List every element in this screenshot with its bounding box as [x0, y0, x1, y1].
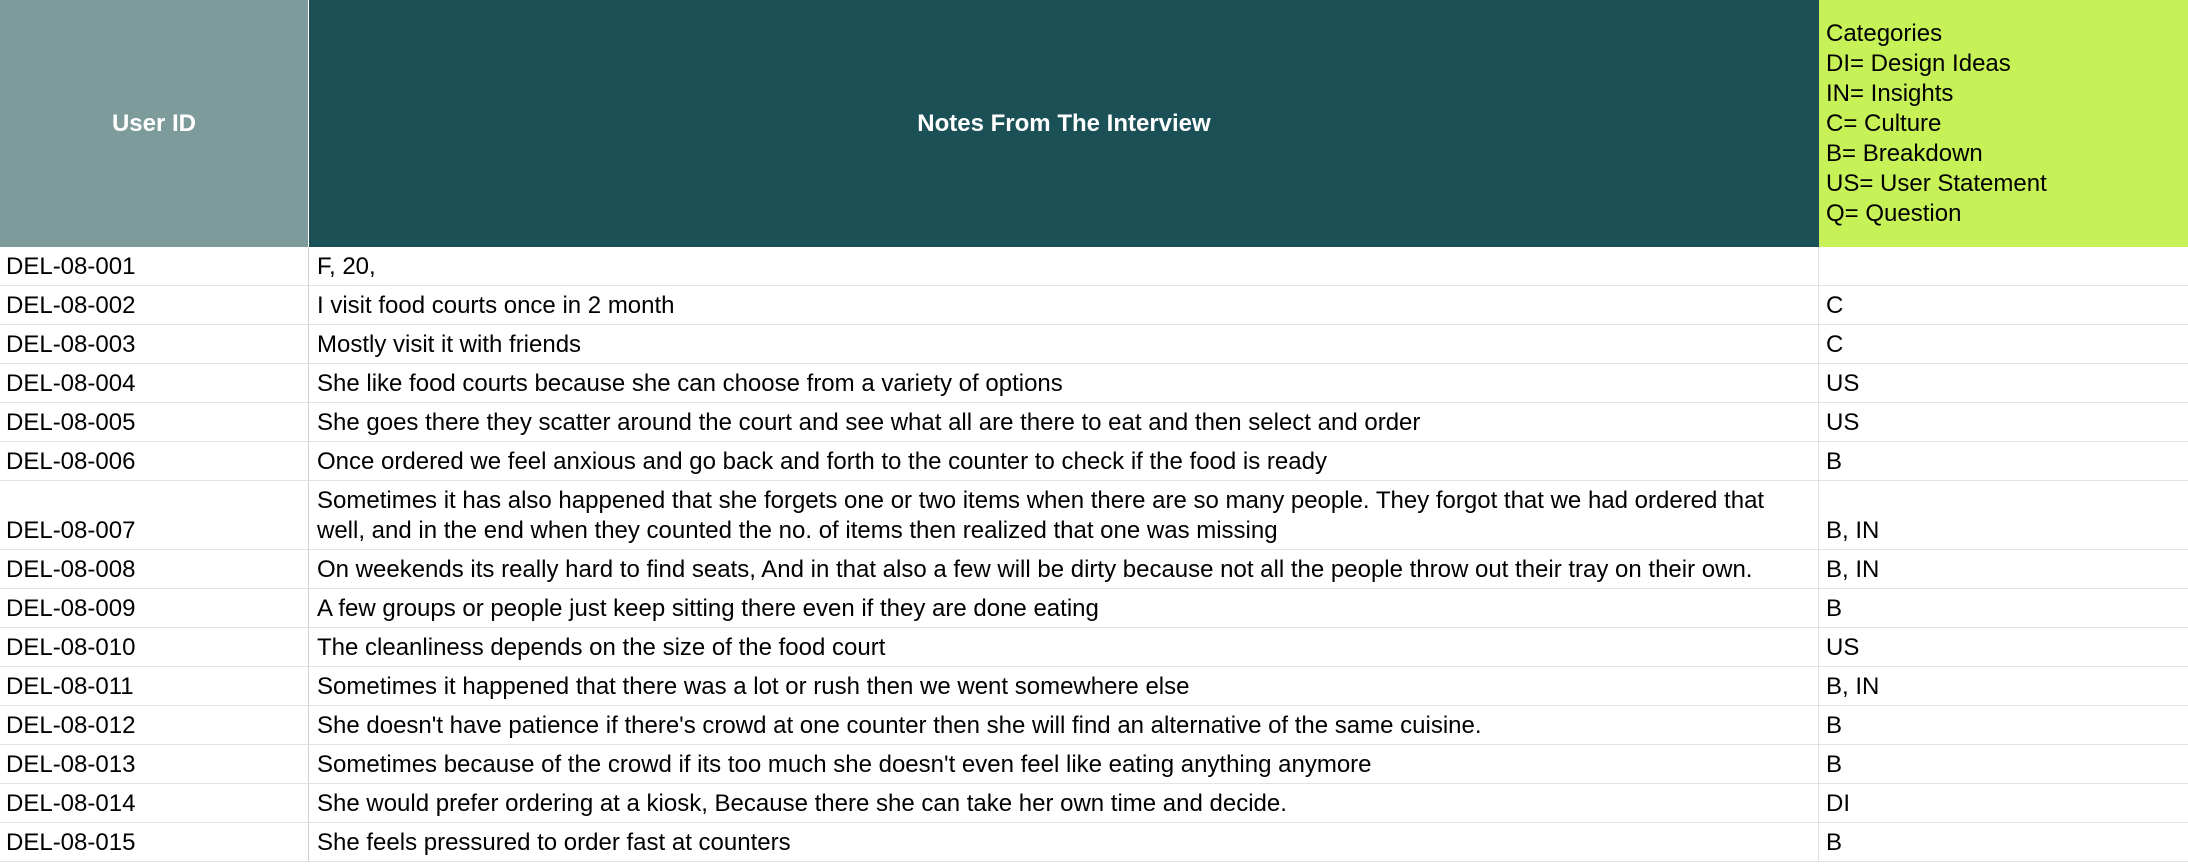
cell-note[interactable]: On weekends its really hard to find seats, And in that also a few will be dirty because not all the people throw out their tray on their own. [309, 550, 1819, 589]
cell-note[interactable]: She goes there they scatter around the court and see what all are there to eat and then select and order [309, 403, 1819, 442]
cell-user-id[interactable]: DEL-08-010 [0, 628, 309, 667]
cell-category[interactable]: C [1819, 286, 2188, 325]
cell-note[interactable]: She doesn't have patience if there's crowd at one counter then she will find an alternative of the same cuisine. [309, 706, 1819, 745]
cell-category[interactable]: US [1819, 364, 2188, 403]
cell-category[interactable]: B [1819, 745, 2188, 784]
cell-note[interactable]: F, 20, [309, 247, 1819, 286]
cell-note[interactable]: A few groups or people just keep sitting there even if they are done eating [309, 589, 1819, 628]
cell-user-id[interactable]: DEL-08-001 [0, 247, 309, 286]
cell-user-id[interactable]: DEL-08-013 [0, 745, 309, 784]
cell-note[interactable]: Sometimes it has also happened that she forgets one or two items when there are so many people. They forgot that we had ordered that well, and in the end when they counted the no. of items then realized that one was missing [309, 481, 1819, 550]
cell-category[interactable]: B [1819, 442, 2188, 481]
cell-user-id[interactable]: DEL-08-005 [0, 403, 309, 442]
cell-category[interactable]: B [1819, 589, 2188, 628]
cell-user-id[interactable]: DEL-08-008 [0, 550, 309, 589]
cell-note[interactable]: The cleanliness depends on the size of the food court [309, 628, 1819, 667]
cell-note[interactable]: She like food courts because she can choose from a variety of options [309, 364, 1819, 403]
cell-category[interactable]: US [1819, 403, 2188, 442]
cell-user-id[interactable]: DEL-08-012 [0, 706, 309, 745]
header-notes[interactable]: Notes From The Interview [309, 0, 1819, 247]
cell-note[interactable]: Sometimes it happened that there was a lot or rush then we went somewhere else [309, 667, 1819, 706]
cell-user-id[interactable]: DEL-08-007 [0, 481, 309, 550]
cell-user-id[interactable]: DEL-08-011 [0, 667, 309, 706]
header-categories-legend[interactable] [1819, 0, 2188, 247]
cell-note[interactable]: Mostly visit it with friends [309, 325, 1819, 364]
category-legend-item: C= Culture [1826, 109, 1942, 137]
cell-category[interactable] [1819, 247, 2188, 286]
cell-user-id[interactable]: DEL-08-015 [0, 823, 309, 862]
category-legend-item: Q= Question [1826, 199, 1962, 227]
cell-category[interactable]: C [1819, 325, 2188, 364]
cell-category[interactable]: DI [1819, 784, 2188, 823]
cell-user-id[interactable]: DEL-08-004 [0, 364, 309, 403]
categories-title: Categories [1826, 19, 1943, 47]
cell-user-id[interactable]: DEL-08-009 [0, 589, 309, 628]
cell-user-id[interactable]: DEL-08-006 [0, 442, 309, 481]
cell-category[interactable]: B, IN [1819, 550, 2188, 589]
category-legend-item: US= User Statement [1826, 169, 2047, 197]
cell-category[interactable]: B, IN [1819, 667, 2188, 706]
cell-user-id[interactable]: DEL-08-003 [0, 325, 309, 364]
cell-category[interactable]: US [1819, 628, 2188, 667]
cell-category[interactable]: B [1819, 706, 2188, 745]
cell-user-id[interactable]: DEL-08-002 [0, 286, 309, 325]
cell-category[interactable]: B, IN [1819, 481, 2188, 550]
category-legend-item: IN= Insights [1826, 79, 1954, 107]
cell-note[interactable]: She would prefer ordering at a kiosk, Because there she can take her own time and decide. [309, 784, 1819, 823]
category-legend-item: DI= Design Ideas [1826, 49, 2011, 77]
cell-note[interactable]: Sometimes because of the crowd if its too much she doesn't even feel like eating anything anymore [309, 745, 1819, 784]
cell-note[interactable]: I visit food courts once in 2 month [309, 286, 1819, 325]
cell-note[interactable]: Once ordered we feel anxious and go back and forth to the counter to check if the food is ready [309, 442, 1819, 481]
cell-category[interactable]: B [1819, 823, 2188, 862]
header-user-id[interactable]: User ID [0, 0, 309, 247]
cell-note[interactable]: She feels pressured to order fast at counters [309, 823, 1819, 862]
category-legend-item: B= Breakdown [1826, 139, 1983, 167]
cell-user-id[interactable]: DEL-08-014 [0, 784, 309, 823]
